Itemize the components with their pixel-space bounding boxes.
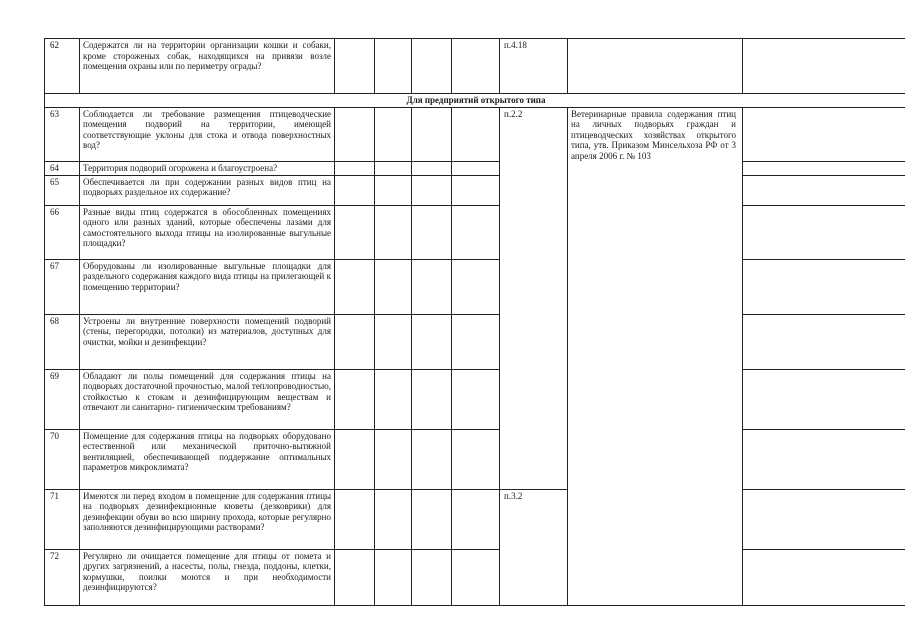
table-row bbox=[45, 175, 905, 205]
row-number: 72 bbox=[45, 549, 80, 605]
row-number: 68 bbox=[45, 314, 80, 369]
answer-no-cell bbox=[375, 259, 412, 314]
blank-cell bbox=[452, 429, 500, 489]
row-number: 67 bbox=[45, 259, 80, 314]
answer-no-cell bbox=[375, 489, 412, 549]
clause-ref: п.3.2 bbox=[500, 489, 568, 605]
notes-cell bbox=[743, 489, 905, 549]
row-number: 70 bbox=[45, 429, 80, 489]
answer-yes-cell bbox=[335, 549, 375, 605]
answer-na-cell bbox=[412, 429, 452, 489]
answer-yes-cell bbox=[335, 161, 375, 175]
legal-document: Ветеринарные правила содержания птиц на личных подворьях граждан и птицеводческих хозяйствах открытого типа, утв. Приказом Минсельхоза РФ от 3 апреля 2006 г. № 103 bbox=[568, 107, 743, 605]
row-number: 62 bbox=[45, 39, 80, 94]
notes-cell bbox=[743, 314, 905, 369]
answer-yes-cell bbox=[335, 369, 375, 429]
answer-yes-cell bbox=[335, 489, 375, 549]
checklist-page bbox=[44, 38, 905, 606]
answer-no-cell bbox=[375, 175, 412, 205]
answer-na-cell bbox=[412, 489, 452, 549]
answer-yes-cell bbox=[335, 205, 375, 259]
answer-yes-cell bbox=[335, 107, 375, 161]
question-text: Обеспечивается ли при содержании разных видов птиц на подворьях раздельное их содержание? bbox=[80, 175, 335, 205]
question-text: Регулярно ли очищается помещение для птицы от помета и других загрязнений, а насесты, полы, гнезда, поддоны, клетки, кормушки, поилки моются и при необходимости дезинфицируются? bbox=[80, 549, 335, 605]
answer-no-cell bbox=[375, 161, 412, 175]
answer-no-cell bbox=[375, 205, 412, 259]
answer-na-cell bbox=[412, 314, 452, 369]
row-number: 69 bbox=[45, 369, 80, 429]
answer-no-cell bbox=[375, 549, 412, 605]
blank-cell bbox=[452, 39, 500, 94]
answer-yes-cell bbox=[335, 314, 375, 369]
table-row bbox=[45, 259, 905, 314]
row-number: 63 bbox=[45, 107, 80, 161]
clause-ref: п.4.18 bbox=[500, 39, 568, 94]
notes-cell bbox=[743, 549, 905, 605]
answer-na-cell bbox=[412, 205, 452, 259]
answer-no-cell bbox=[375, 429, 412, 489]
answer-no-cell bbox=[375, 369, 412, 429]
checklist-table bbox=[44, 38, 905, 606]
table-row bbox=[45, 107, 905, 161]
blank-cell bbox=[452, 175, 500, 205]
question-text: Территория подворий огорожена и благоустроена? bbox=[80, 161, 335, 175]
blank-cell bbox=[452, 314, 500, 369]
table-row bbox=[45, 429, 905, 489]
answer-yes-cell bbox=[335, 259, 375, 314]
notes-cell bbox=[743, 175, 905, 205]
table-row bbox=[45, 489, 905, 549]
table-row bbox=[45, 205, 905, 259]
row-number: 66 bbox=[45, 205, 80, 259]
table-row bbox=[45, 161, 905, 175]
question-text: Разные виды птиц содержатся в обособленных помещениях одного или разных зданий, которые обеспечены лазами для самостоятельного выхода птицы на изолированные выгульные площадки? bbox=[80, 205, 335, 259]
blank-cell bbox=[452, 549, 500, 605]
question-text: Устроены ли внутренние поверхности помещений подворий (стены, перегородки, потолки) из материалов, доступных для очистки, мойки и дезинфекции? bbox=[80, 314, 335, 369]
notes-cell bbox=[743, 259, 905, 314]
answer-na-cell bbox=[412, 39, 452, 94]
notes-cell bbox=[743, 161, 905, 175]
clause-ref: п.2.2 bbox=[500, 107, 568, 489]
table-row bbox=[45, 369, 905, 429]
answer-na-cell bbox=[412, 161, 452, 175]
blank-cell bbox=[452, 259, 500, 314]
table-row bbox=[45, 39, 905, 94]
row-number: 65 bbox=[45, 175, 80, 205]
question-text: Соблюдается ли требование размещения птицеводческие помещения подворий на территории, имеющей соответствующие уклоны для стока и отвода поверхностных вод? bbox=[80, 107, 335, 161]
blank-cell bbox=[452, 369, 500, 429]
notes-cell bbox=[743, 369, 905, 429]
answer-yes-cell bbox=[335, 175, 375, 205]
question-text: Имеются ли перед входом в помещение для содержания птицы на подворьях дезинфекционные кюветы (дезковрики) для дезинфекции обуви во всю ширину прохода, которые регулярно заполняются дезинфицирующими растворами? bbox=[80, 489, 335, 549]
row-number: 64 bbox=[45, 161, 80, 175]
answer-yes-cell bbox=[335, 39, 375, 94]
blank-cell bbox=[452, 205, 500, 259]
legal-doc-cell bbox=[568, 39, 743, 94]
notes-cell bbox=[743, 205, 905, 259]
answer-no-cell bbox=[375, 107, 412, 161]
notes-cell bbox=[743, 429, 905, 489]
question-text: Помещение для содержания птицы на подворьях оборудовано естественной или механической приточно-вытяжной вентиляцией, обеспечивающей поддержание оптимальных параметров микроклимата? bbox=[80, 429, 335, 489]
notes-cell bbox=[743, 39, 905, 94]
answer-no-cell bbox=[375, 39, 412, 94]
answer-na-cell bbox=[412, 549, 452, 605]
notes-cell bbox=[743, 107, 905, 161]
answer-no-cell bbox=[375, 314, 412, 369]
question-text: Оборудованы ли изолированные выгульные площадки для раздельного содержания каждого вида птицы на прилегающей к помещению территории? bbox=[80, 259, 335, 314]
section-row bbox=[45, 94, 905, 108]
answer-na-cell bbox=[412, 259, 452, 314]
answer-na-cell bbox=[412, 175, 452, 205]
blank-cell bbox=[452, 107, 500, 161]
table-row bbox=[45, 314, 905, 369]
answer-yes-cell bbox=[335, 429, 375, 489]
table-row bbox=[45, 549, 905, 605]
answer-na-cell bbox=[412, 369, 452, 429]
blank-cell bbox=[452, 489, 500, 549]
question-text: Содержатся ли на территории организации кошки и собаки, кроме стороженых собак, находящихся на привязи возле помещения охраны или по периметру ограды? bbox=[80, 39, 335, 94]
answer-na-cell bbox=[412, 107, 452, 161]
section-title: Для предприятий открытого типа bbox=[45, 94, 905, 108]
question-text: Обладают ли полы помещений для содержания птицы на подворьях достаточной прочностью, малой теплопроводностью, стойкостью к стокам и дезинфицирующим веществам и отвечают ли санитарно- гигиеническим требованиям? bbox=[80, 369, 335, 429]
blank-cell bbox=[452, 161, 500, 175]
row-number: 71 bbox=[45, 489, 80, 549]
